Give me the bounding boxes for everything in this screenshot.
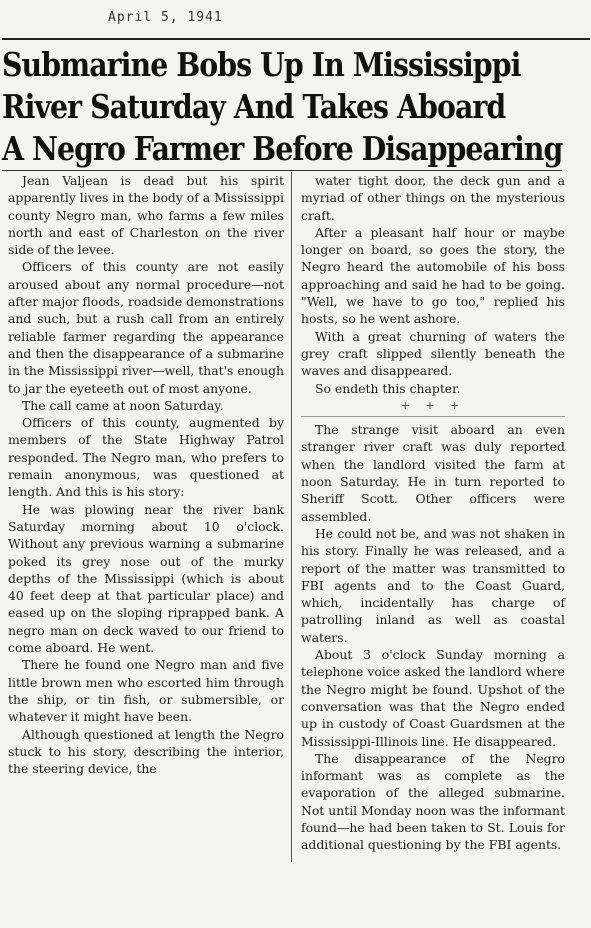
paragraph: Officers of this county, augmented by members of the State Highway Patrol responded. The Negro man, who prefers to remain anonymous, was questioned at length. And this is his story: bbox=[8, 415, 284, 500]
headline bbox=[2, 44, 563, 170]
paragraph: There he found one Negro man and five little brown men who escorted him through the ship, or tin fish, or submersible, or whatever it might have been. bbox=[8, 657, 284, 725]
paragraph: The call came at noon Saturday. bbox=[22, 397, 224, 413]
paragraph: The disappearance of the Negro informant was as complete as the evaporation of the alleged submarine. Not until Monday noon was the informant found—he had been taken to St. Louis for additional questioning by the FBI agents. bbox=[301, 750, 565, 853]
headline-line-1: Submarine Bobs Up In Mississippi bbox=[2, 45, 521, 84]
paragraph: The strange visit aboard an even stranger river craft was duly reported when the landlord visited the farm at noon Saturday. He in turn reported to Sheriff Scott. Other officers were assembled. bbox=[301, 422, 565, 524]
article-column-left bbox=[8, 172, 284, 777]
paragraph: water tight door, the deck gun and a myriad of other things on the mysterious craft. bbox=[301, 173, 565, 223]
column-divider bbox=[291, 172, 292, 862]
section-break: + + + bbox=[400, 398, 466, 412]
paragraph: He was plowing near the river bank Saturday morning about 10 o'clock. Without any previous warning a submarine poked its grey nose out of the murky depths of the Mississippi (which is about 40 feet deep at that particular place) and eased up on the sloping riprapped bank. A negro man on deck waved to our friend to come aboard. He went. bbox=[8, 501, 284, 656]
paragraph: Although questioned at length the Negro stuck to his story, describing the interior, the steering device, the bbox=[8, 726, 284, 777]
headline-line-3: A Negro Farmer Before Disappearing bbox=[2, 129, 563, 168]
paragraph: With a great churning of waters the grey craft slipped silently beneath the waves and disappeared. bbox=[301, 328, 565, 379]
headline-line-2: River Saturday And Takes Aboard bbox=[2, 87, 506, 126]
paragraph: So endeth this chapter. bbox=[315, 380, 461, 396]
paragraph: About 3 o'clock Sunday morning a telephone voice asked the landlord where the Negro might be found. Upshot of the conversation was that the Negro ended up in custody of Coast Guardsmen at the Mississippi-Illinois line. He disappeared. bbox=[301, 647, 565, 749]
paragraph: After a pleasant half hour or maybe longer on board, so goes the story, the Negro heard the automobile of his boss approaching and said he had to be going. "Well, we have to go too," replied his hosts, so he went ashore. bbox=[301, 224, 565, 327]
paragraph: Jean Valjean is dead but his spirit apparently lives in the body of a Mississippi county Negro man, who farms a few miles north and east of Charleston on the river side of the levee. bbox=[8, 173, 284, 258]
top-rule bbox=[2, 38, 590, 40]
section-rule bbox=[301, 416, 565, 417]
article-column-right bbox=[301, 172, 565, 854]
paragraph: Officers of this county are not easily aroused about any normal procedure—not after major floods, roadside demonstrations and such, but a rush call from an entirely reliable farmer regarding the appearance and then the disappearance of a submarine in the Mississippi river—well, that's enough to jar the eyeteeth out of most anyone. bbox=[8, 259, 284, 396]
headline-rule bbox=[2, 170, 562, 171]
paragraph: He could not be, and was not shaken in his story. Finally he was released, and a report of the matter was transmitted to FBI agents and to the Coast Guard, which, incidentally has charge of patrolling inland as well as coastal waters. bbox=[301, 525, 565, 645]
clipping-date: April 5, 1941 bbox=[108, 10, 223, 25]
